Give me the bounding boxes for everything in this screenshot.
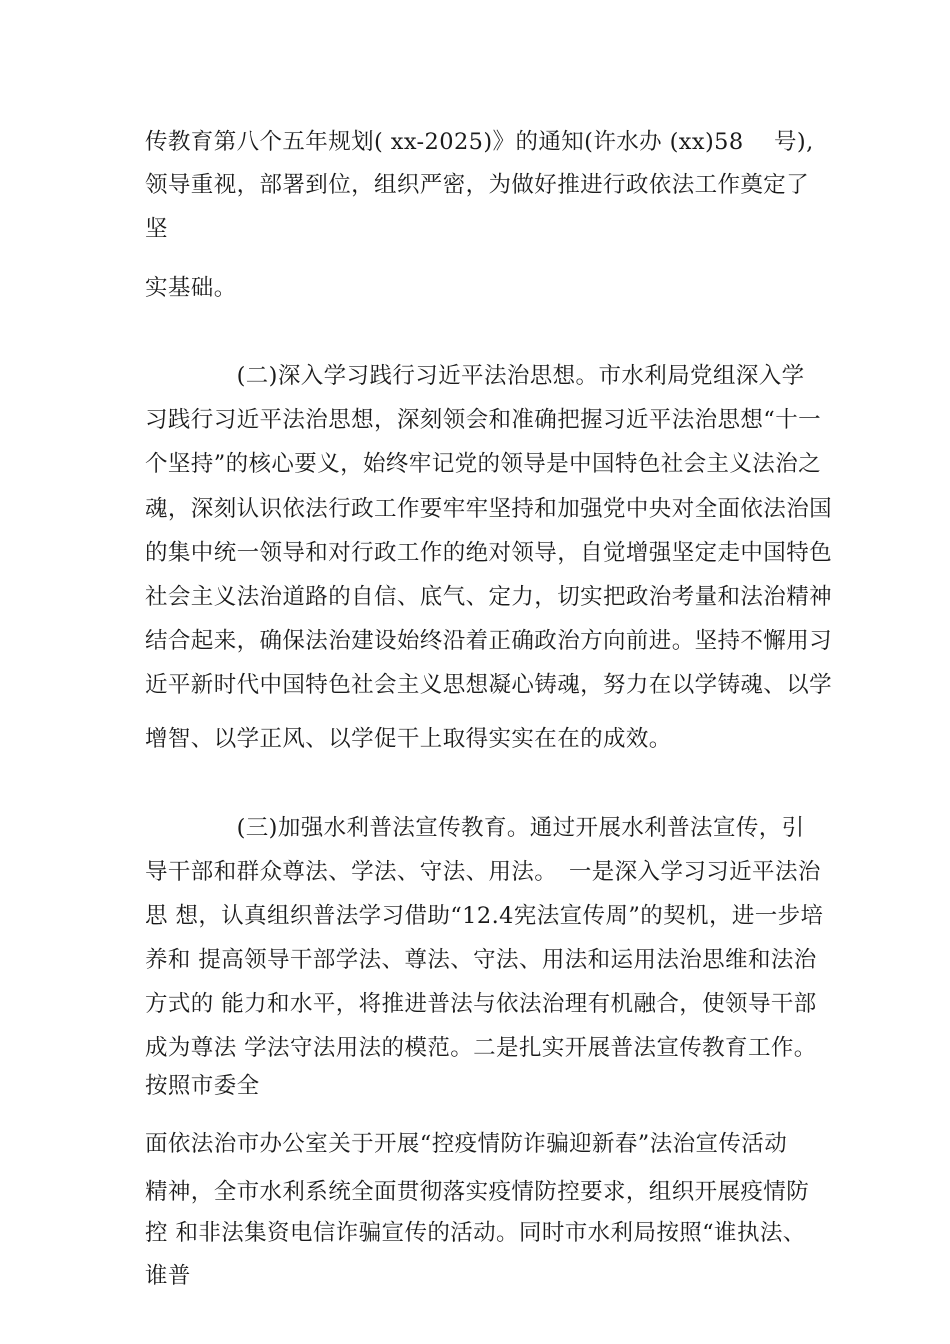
text-line: 谁普 (145, 1263, 191, 1289)
text-line: 养和 提高领导干部学法、尊法、守法、用法和运用法治思维和法治 (145, 947, 817, 973)
text-line: 方式的 能力和水平，将推进普法与依法治理有机融合，使领导干部 (145, 991, 817, 1017)
text-line: (三)加强水利普法宣传教育。通过开展水利普法宣传，引 (145, 815, 805, 841)
text-line: 结合起来，确保法治建设始终沿着正确政治方向前进。坚持不懈用习 (145, 628, 833, 654)
text-line: 习践行习近平法治思想，深刻领会和准确把握习近平法治思想“十一 (145, 407, 822, 433)
text-line: 领导重视，部署到位，组织严密，为做好推进行政依法工作奠定了 (145, 172, 810, 198)
text-line: 传教育第八个五年规划( xx-2025)》的通知(许水办 (xx)58 号), (145, 129, 814, 155)
text-line: 控 和非法集资电信诈骗宣传的活动。同时市水利局按照“谁执法、 (145, 1220, 806, 1246)
text-line: 成为尊法 学法守法用法的模范。二是扎实开展普法宣传教育工作。 (145, 1035, 817, 1061)
text-line: 精神，全市水利系统全面贯彻落实疫情防控要求，组织开展疫情防 (145, 1179, 810, 1205)
text-line: 增智、以学正风、以学促干上取得实实在在的成效。 (145, 726, 672, 752)
text-line: 近平新时代中国特色社会主义思想凝心铸魂，努力在以学铸魂、以学 (145, 672, 833, 698)
text-line: 的集中统一领导和对行政工作的绝对领导，自觉增强坚定走中国特色 (145, 540, 833, 566)
text-line: 思 想，认真组织普法学习借助“12.4宪法宣传周”的契机，进一步培 (145, 903, 824, 929)
text-line: (二)深入学习践行习近平法治思想。市水利局党组深入学 (145, 363, 805, 389)
text-line: 社会主义法治道路的自信、底气、定力，切实把政治考量和法治精神 (145, 584, 833, 610)
text-line: 坚 (145, 216, 168, 242)
text-line: 个坚持”的核心要义，始终牢记党的领导是中国特色社会主义法治之 (145, 451, 822, 477)
text-line: 按照市委全 (145, 1073, 260, 1099)
text-line: 导干部和群众尊法、学法、守法、用法。 一是深入学习习近平法治 (145, 859, 821, 885)
text-line: 魂，深刻认识依法行政工作要牢牢坚持和加强党中央对全面依法治国 (145, 496, 833, 522)
text-line: 面依法治市办公室关于开展“控疫情防诈骗迎新春”法治宣传活动 (145, 1131, 788, 1157)
text-line: 实基础。 (145, 275, 237, 301)
